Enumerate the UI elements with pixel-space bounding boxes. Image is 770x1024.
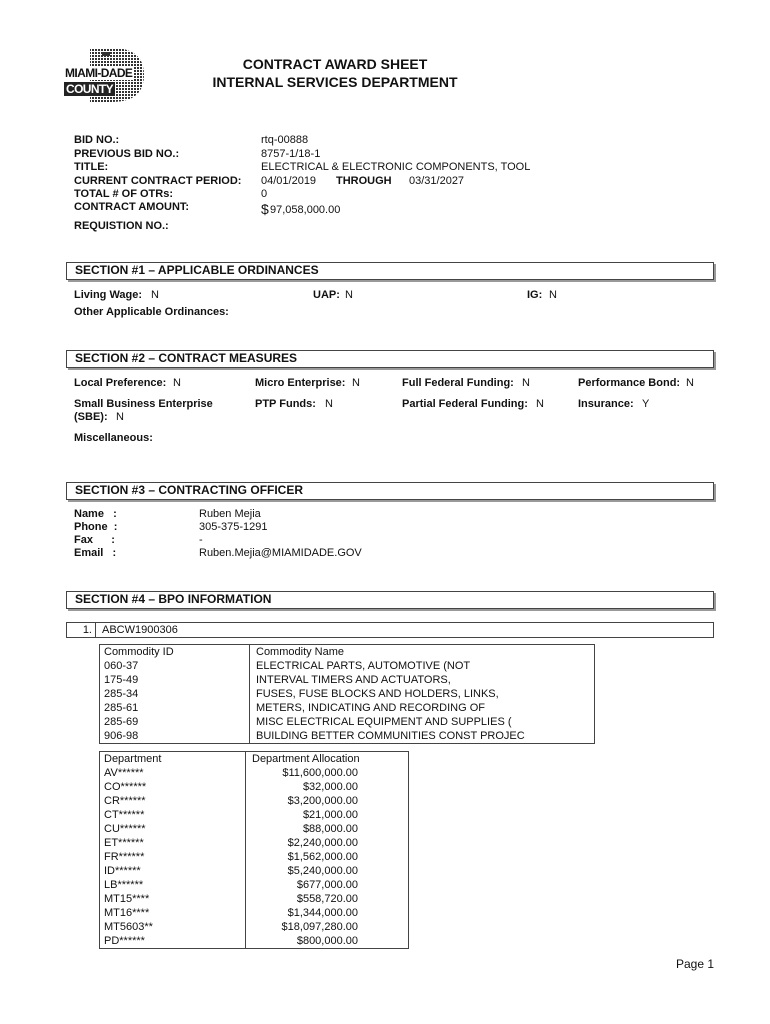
department-header: Department xyxy=(104,753,162,765)
contract-amount-value: 97,058,000.00 xyxy=(270,204,341,216)
department-cell: CR****** xyxy=(104,795,146,807)
miami-dade-logo xyxy=(62,46,146,104)
through-label: THROUGH xyxy=(336,175,392,187)
commodity-id-cell: 285-69 xyxy=(104,716,139,728)
allocation-amount-cell: $800,000.00 xyxy=(296,935,358,947)
commodity-id-cell: 906-98 xyxy=(104,730,139,742)
department-cell: AV****** xyxy=(104,767,144,779)
sbe-label-line2: (SBE): xyxy=(74,411,108,423)
commodity-name-cell: METERS, INDICATING AND RECORDING OF xyxy=(256,702,485,714)
department-cell: LB****** xyxy=(104,879,144,891)
uap-value: N xyxy=(345,289,353,301)
micro-enterprise-value: N xyxy=(352,377,360,389)
local-preference-label: Local Preference: xyxy=(74,377,167,389)
ig-value: N xyxy=(549,289,557,301)
insurance-value: Y xyxy=(642,398,650,410)
ptp-funds-value: N xyxy=(325,398,333,410)
insurance-label: Insurance: xyxy=(578,398,634,410)
ig-label: IG: xyxy=(527,289,543,301)
allocation-amount-cell: $3,200,000.00 xyxy=(287,795,358,807)
sbe-value: N xyxy=(116,411,124,423)
commodity-id-cell: 285-34 xyxy=(104,688,139,700)
commodity-id-column xyxy=(104,645,174,743)
allocation-amount-cell: $88,000.00 xyxy=(302,823,358,835)
title-value: ELECTRICAL & ELECTRONIC COMPONENTS, TOOL xyxy=(261,161,531,173)
otr-value: 0 xyxy=(261,188,268,200)
partial-federal-funding-value: N xyxy=(536,398,544,410)
uap-label: UAP: xyxy=(313,289,340,301)
allocation-amount-cell: $21,000.00 xyxy=(302,809,358,821)
officer-name-value: Ruben Mejia xyxy=(199,508,261,520)
section-3-header xyxy=(66,482,714,500)
allocation-amount-cell: $5,240,000.00 xyxy=(287,865,358,877)
full-federal-funding-value: N xyxy=(522,377,530,389)
allocation-amount-cell: $558,720.00 xyxy=(296,893,358,905)
department-cell: CO****** xyxy=(104,781,147,793)
commodity-name-cell: ELECTRICAL PARTS, AUTOMOTIVE (NOT xyxy=(256,660,471,672)
bid-no-value: rtq-00888 xyxy=(261,134,309,146)
department-cell: ET****** xyxy=(104,837,144,849)
section-2-header xyxy=(66,350,714,368)
officer-phone-value: 305-375-1291 xyxy=(199,521,268,533)
allocation-amount-cell: $677,000.00 xyxy=(296,879,358,891)
commodity-name-cell: MISC ELECTRICAL EQUIPMENT AND SUPPLIES ( xyxy=(256,716,512,728)
living-wage-value: N xyxy=(151,289,159,301)
requisition-label: REQUISTION NO.: xyxy=(74,220,169,232)
allocation-column xyxy=(252,752,410,948)
sbe-label-line1: Small Business Enterprise xyxy=(74,398,213,410)
allocation-amount-cell: $18,097,280.00 xyxy=(281,921,358,933)
title-label: TITLE: xyxy=(74,161,109,173)
otr-label: TOTAL # OF OTRs: xyxy=(74,188,174,200)
department-cell: MT16**** xyxy=(104,907,150,919)
commodity-name-cell: INTERVAL TIMERS AND ACTUATORS, xyxy=(256,674,451,686)
department-cell: FR****** xyxy=(104,851,145,863)
section-4-title: SECTION #4 – BPO INFORMATION xyxy=(75,592,272,606)
allocation-amount-cell: $1,344,000.00 xyxy=(287,907,358,919)
miscellaneous-label: Miscellaneous: xyxy=(74,432,153,444)
full-federal-funding-label: Full Federal Funding: xyxy=(402,377,514,389)
section-2-title: SECTION #2 – CONTRACT MEASURES xyxy=(75,351,298,365)
period-start: 04/01/2019 xyxy=(261,175,317,187)
commodity-id-cell: 175-49 xyxy=(104,674,139,686)
living-wage-label: Living Wage: xyxy=(74,289,143,301)
partial-federal-funding-label: Partial Federal Funding: xyxy=(402,398,528,410)
period-label: CURRENT CONTRACT PERIOD: xyxy=(74,175,242,187)
page-number: Page 1 xyxy=(676,957,715,971)
officer-email-value: Ruben.Mejia@MIAMIDADE.GOV xyxy=(199,547,362,559)
contract-amount-currency: $ xyxy=(261,201,269,217)
department-cell: CU****** xyxy=(104,823,146,835)
department-cell: MT15**** xyxy=(104,893,150,905)
document-subtitle: INTERNAL SERVICES DEPARTMENT xyxy=(212,74,458,90)
section-1-title: SECTION #1 – APPLICABLE ORDINANCES xyxy=(75,263,319,277)
department-column xyxy=(104,752,161,948)
section-3-title: SECTION #3 – CONTRACTING OFFICER xyxy=(75,483,304,497)
previous-bid-value: 8757-1/18-1 xyxy=(261,148,321,160)
commodity-name-column xyxy=(256,645,525,743)
officer-email-label: Email : xyxy=(74,547,117,559)
performance-bond-label: Performance Bond: xyxy=(578,377,681,389)
officer-fax-label: Fax : xyxy=(74,534,115,546)
performance-bond-value: N xyxy=(686,377,694,389)
department-cell: PD****** xyxy=(104,935,145,947)
period-end: 03/31/2027 xyxy=(409,175,465,187)
allocation-amount-cell: $32,000.00 xyxy=(302,781,358,793)
other-ordinances-label: Other Applicable Ordinances: xyxy=(74,306,229,318)
commodity-name-cell: FUSES, FUSE BLOCKS AND HOLDERS, LINKS, xyxy=(256,688,499,700)
allocation-amount-cell: $1,562,000.00 xyxy=(287,851,358,863)
bpo-number: 1. xyxy=(67,623,96,637)
section-1-header xyxy=(66,262,714,280)
commodity-name-cell: BUILDING BETTER COMMUNITIES CONST PROJEC xyxy=(256,730,525,742)
officer-phone-label: Phone : xyxy=(74,521,118,533)
commodity-id-header: Commodity ID xyxy=(104,646,174,658)
micro-enterprise-label: Micro Enterprise: xyxy=(255,377,346,389)
officer-name-label: Name : xyxy=(74,508,117,520)
commodity-name-header: Commodity Name xyxy=(256,646,345,658)
document-title: CONTRACT AWARD SHEET xyxy=(242,56,428,72)
contract-amount-label: CONTRACT AMOUNT: xyxy=(74,201,190,213)
allocation-header: Department Allocation xyxy=(252,753,360,765)
ptp-funds-label: PTP Funds: xyxy=(255,398,316,410)
local-preference-value: N xyxy=(173,377,181,389)
commodity-id-cell: 060-37 xyxy=(104,660,139,672)
logo-text-line2: COUNTY xyxy=(66,82,114,96)
officer-fax-value: - xyxy=(199,534,203,546)
previous-bid-label: PREVIOUS BID NO.: xyxy=(74,148,180,160)
allocation-amount-cell: $2,240,000.00 xyxy=(287,837,358,849)
section-4-header xyxy=(66,591,714,609)
allocation-table xyxy=(99,751,409,949)
logo-text-line1: MIAMI-DADE xyxy=(65,66,133,80)
department-cell: CT****** xyxy=(104,809,145,821)
allocation-amount-cell: $11,600,000.00 xyxy=(282,767,358,779)
commodity-id-cell: 285-61 xyxy=(104,702,139,714)
commodity-table xyxy=(99,644,595,744)
bpo-id: ABCW1900306 xyxy=(102,624,178,636)
bid-no-label: BID NO.: xyxy=(74,134,120,146)
department-cell: MT5603** xyxy=(104,921,153,933)
bpo-row xyxy=(66,622,714,638)
department-cell: ID****** xyxy=(104,865,141,877)
